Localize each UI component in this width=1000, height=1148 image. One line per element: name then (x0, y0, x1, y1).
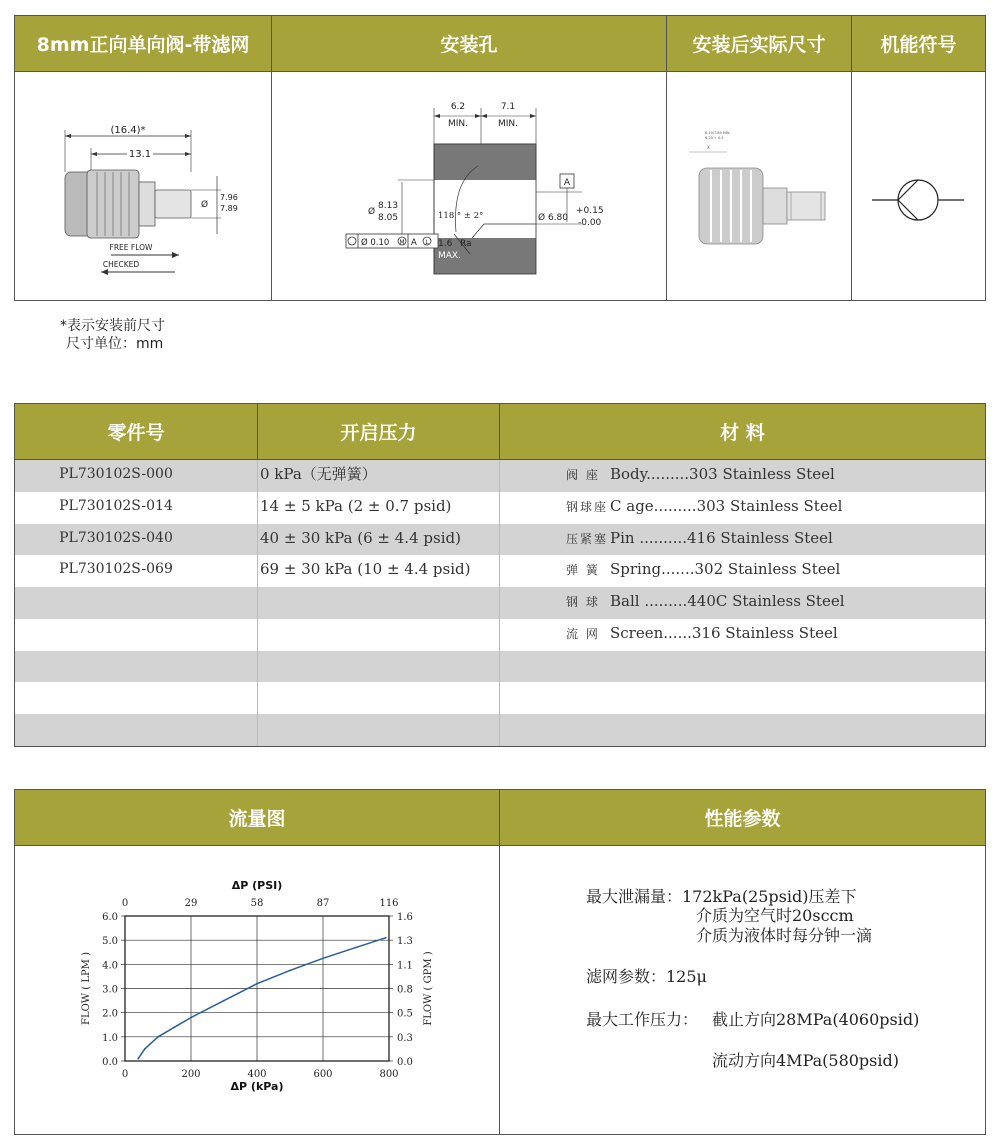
material-spec: Spring.......302 Stainless Steel (610, 560, 841, 579)
tol-plus: +0.15 (576, 206, 604, 216)
w2-value: 7.1 (500, 102, 516, 112)
flow-data-point (256, 983, 258, 985)
fcf-modifier-2: L (425, 239, 429, 246)
x2-tick-label: 116 (379, 898, 399, 909)
datum-a: A (563, 178, 571, 188)
y2-tick-label: 0.3 (397, 1032, 413, 1044)
ra-max: MAX. (438, 251, 461, 261)
dia-min: 7.89 (220, 204, 238, 213)
check-valve-symbol-icon (852, 72, 984, 300)
y2-tick-label: 0.5 (397, 1008, 413, 1020)
x2-tick-label: 87 (316, 898, 330, 909)
x-tick-label: 200 (181, 1069, 201, 1080)
y-tick-label: 0.0 (102, 1057, 118, 1068)
w1-min: MIN. (447, 119, 469, 129)
fcf-datum: A (411, 238, 417, 248)
installed-note-1: 8.10/7.89 MIN (705, 131, 730, 135)
flow-data-point (157, 1036, 159, 1038)
leak-line-3: 介质为液体时每分钟一滴 (696, 926, 873, 945)
x-tick-label: 600 (313, 1069, 333, 1080)
ra-label: Ra (460, 239, 472, 249)
part-number-cell: PL730102S-014 (15, 492, 258, 524)
y-tick-label: 6.0 (102, 912, 118, 923)
crack-pressure-cell (258, 714, 500, 746)
material-spec: C age.........303 Stainless Steel (610, 496, 843, 515)
col-header-valve: 8mm正向单向阀-带滤网 (15, 16, 272, 72)
flow-data-point (385, 937, 387, 939)
dia-max: 7.96 (220, 193, 238, 202)
material-cell (500, 555, 985, 587)
material-spec: Pin ..........416 Stainless Steel (610, 528, 833, 547)
material-part-name: 压紧塞 (566, 531, 609, 546)
performance-cell (500, 846, 985, 1134)
crack-pressure-cell: 0 kPa（无弹簧） (258, 460, 500, 492)
flow-data-point (137, 1058, 139, 1060)
material-spec: Screen......316 Stainless Steel (610, 623, 838, 642)
x2-tick-label: 29 (184, 898, 198, 909)
material-spec: Body.........303 Stainless Steel (610, 465, 835, 483)
crack-pressure-cell: 69 ± 30 kPa (10 ± 4.4 psid) (258, 555, 500, 587)
flow-data-point (289, 969, 291, 971)
material-part-name: 钢 球 (566, 595, 600, 610)
col-header-symbol: 机能符号 (852, 16, 985, 72)
material-part-name: 钢球座 (566, 499, 609, 514)
tol-minus: -0.00 (578, 218, 602, 228)
y2-tick-label: 1.1 (397, 960, 413, 972)
y2-tick-label: 1.3 (397, 936, 413, 948)
crack-pressure-cell (258, 619, 500, 651)
table-row (15, 555, 985, 587)
col-header-material: 材 料 (500, 404, 985, 460)
dia-label: Ø (368, 207, 376, 217)
material-part-name: 阀 座 (566, 468, 600, 482)
material-cell (500, 492, 985, 524)
dim-body: 13.1 (128, 149, 152, 160)
table-row (15, 524, 985, 556)
crack-pressure-cell (258, 651, 500, 683)
parts-table (14, 403, 986, 747)
dia-min: 8.05 (378, 213, 399, 223)
col-header-mount-hole: 安装孔 (272, 16, 667, 72)
dia-max: 8.13 (378, 201, 399, 211)
x-tick-label: 800 (379, 1069, 399, 1080)
w2-min: MIN. (497, 119, 519, 129)
x-axis-title: ΔP (kPa) (230, 1080, 284, 1093)
flow-chart (15, 846, 499, 1134)
crack-pressure-cell (258, 682, 500, 714)
material-part-name: 弹 簧 (566, 563, 600, 578)
note-pre-install: *表示安装前尺寸 (60, 318, 165, 334)
bore-dia: Ø 6.80 (538, 213, 568, 223)
parts-rows (15, 460, 985, 746)
part-number-cell: PL730102S-040 (15, 524, 258, 556)
y2-axis-title: FLOW ( GPM ) (423, 951, 434, 1026)
material-cell (500, 460, 985, 492)
table-row (15, 651, 985, 683)
free-flow-label: FREE FLOW (109, 243, 153, 252)
w1-value: 6.2 (450, 102, 466, 112)
material-part-name: 流 网 (566, 626, 600, 641)
part-number-cell (15, 682, 258, 714)
x2-axis-title: ΔP (PSI) (231, 879, 283, 892)
flow-data-point (144, 1048, 146, 1050)
dia-label: Ø (201, 200, 209, 210)
installed-x-label: X (707, 145, 710, 150)
col-header-installed-size: 安装后实际尺寸 (667, 16, 852, 72)
x-tick-label: 400 (247, 1069, 267, 1080)
col-header-part-no: 零件号 (15, 404, 258, 460)
max-pressure-line-2: 流动方向4MPa(580psid) (712, 1051, 899, 1070)
flow-data-point (223, 1000, 225, 1002)
table-row (15, 492, 985, 524)
part-number-cell (15, 651, 258, 683)
y-tick-label: 2.0 (102, 1008, 118, 1020)
y-tick-label: 1.0 (102, 1032, 118, 1044)
flow-data-point (174, 1026, 176, 1028)
y2-tick-label: 0.8 (397, 984, 413, 996)
x2-tick-label: 0 (121, 898, 129, 909)
hole-drawing-cell (272, 72, 667, 300)
material-cell (500, 651, 985, 683)
col-header-crack-pressure: 开启压力 (258, 404, 500, 460)
table-row (15, 714, 985, 746)
y-tick-label: 3.0 (102, 984, 118, 996)
y-axis-title: FLOW ( LPM ) (81, 951, 92, 1026)
note-unit: 尺寸单位：mm (66, 336, 164, 352)
crack-pressure-cell: 40 ± 30 kPa (6 ± 4.4 psid) (258, 524, 500, 556)
installed-drawing-cell (667, 72, 852, 300)
y-tick-label: 5.0 (102, 936, 118, 948)
material-cell (500, 587, 985, 619)
material-spec: Ball .........440C Stainless Steel (610, 592, 845, 611)
top-table (14, 15, 986, 301)
bottom-table (14, 789, 986, 1135)
material-cell (500, 619, 985, 651)
table-row (15, 619, 985, 651)
table-row (15, 587, 985, 619)
flow-data-point (322, 957, 324, 959)
crack-pressure-cell (258, 587, 500, 619)
installed-drawing (667, 72, 851, 300)
col-header-performance: 性能参数 (500, 790, 985, 846)
valve-drawing (15, 72, 271, 300)
x-tick-label: 0 (121, 1069, 129, 1080)
ra-value: 1.6 (438, 239, 453, 249)
part-number-cell: PL730102S-000 (15, 460, 258, 492)
fcf-tolerance: Ø 0.10 (361, 238, 390, 248)
material-cell (500, 682, 985, 714)
x2-tick-label: 58 (250, 898, 264, 909)
max-pressure-label: 最大工作压力： (586, 1010, 699, 1029)
max-pressure-line-1: 截止方向28MPa(4060psid) (712, 1010, 920, 1029)
valve-drawing-cell (15, 72, 272, 300)
installed-note-2: 6.20 + 0.5 (705, 136, 724, 140)
table-row (15, 460, 985, 492)
material-cell (500, 524, 985, 556)
fcf-modifier: M (399, 239, 405, 246)
part-number-cell (15, 714, 258, 746)
table-row (15, 682, 985, 714)
part-number-cell (15, 619, 258, 651)
mounting-hole-drawing (272, 72, 666, 300)
y2-tick-label: 1.6 (397, 912, 413, 923)
y-tick-label: 4.0 (102, 960, 118, 972)
flow-data-point (190, 1017, 192, 1019)
dim-overall: (16.4)* (110, 125, 146, 136)
screen-spec: 滤网参数：125μ (586, 967, 707, 986)
y2-tick-label: 0.0 (397, 1057, 413, 1068)
col-header-flow-chart: 流量图 (15, 790, 500, 846)
symbol-cell (852, 72, 985, 300)
flow-chart-cell (15, 846, 500, 1134)
checked-label: CHECKED (102, 260, 140, 269)
crack-pressure-cell: 14 ± 5 kPa (2 ± 0.7 psid) (258, 492, 500, 524)
leak-line-2: 介质为空气时20sccm (696, 906, 854, 925)
material-cell (500, 714, 985, 746)
leak-line-1: 172kPa(25psid)压差下 (682, 887, 857, 906)
part-number-cell (15, 587, 258, 619)
part-number-cell: PL730102S-069 (15, 555, 258, 587)
angle-label: 118 ° ± 2° (438, 211, 484, 221)
flow-curve (138, 938, 386, 1059)
flow-data-point (355, 947, 357, 949)
leak-label: 最大泄漏量： (586, 887, 683, 906)
